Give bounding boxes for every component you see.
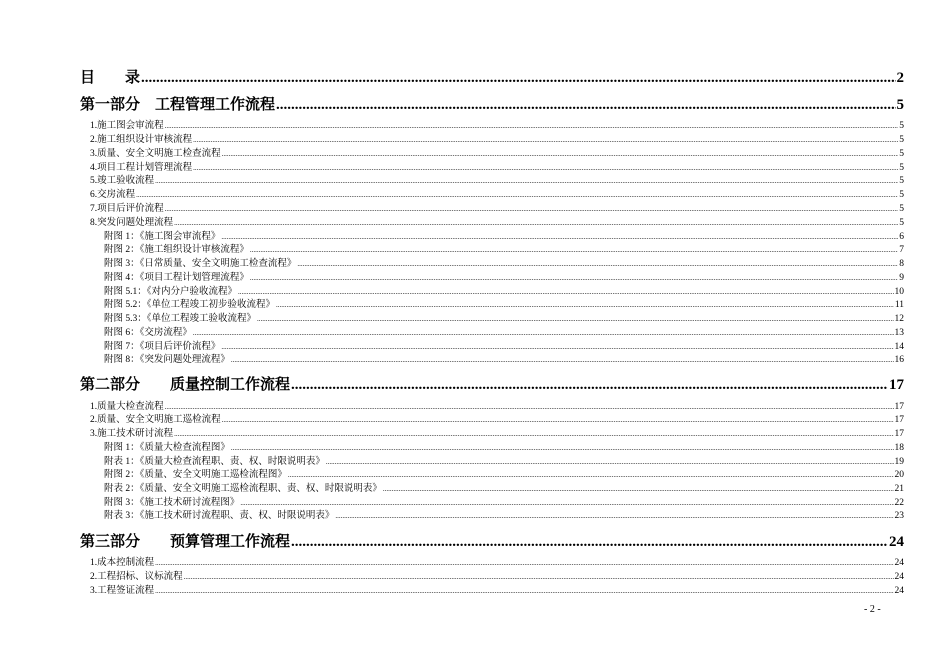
toc-entry-title: 3.工程签证流程 bbox=[90, 586, 155, 596]
dot-leader bbox=[221, 233, 898, 241]
toc-page-number: 24 bbox=[889, 534, 904, 550]
toc-entry-title: 附图 3：《日常质量、安全文明施工检查流程》 bbox=[104, 259, 297, 269]
toc-subentry[interactable] bbox=[80, 494, 904, 508]
dot-leader bbox=[240, 499, 893, 507]
toc-page-number: 5 bbox=[899, 163, 904, 173]
dot-leader bbox=[136, 191, 898, 199]
toc-page-number: 21 bbox=[894, 484, 904, 494]
dot-leader bbox=[184, 573, 894, 581]
toc-entry-title: 1.施工图会审流程 bbox=[90, 121, 164, 131]
dot-leader bbox=[231, 356, 894, 364]
toc-page-number: 17 bbox=[894, 415, 904, 425]
toc-entry-title: 7.项目后评价流程 bbox=[90, 204, 164, 214]
toc-subentry[interactable] bbox=[80, 480, 904, 494]
toc-subentry[interactable] bbox=[80, 269, 904, 283]
toc-entry-title: 附图 5.3：《单位工程竣工验收流程》 bbox=[104, 314, 257, 324]
dot-leader bbox=[165, 122, 899, 130]
toc-entry-title: 附图 8：《突发问题处理流程》 bbox=[104, 355, 230, 365]
toc-page-number: 5 bbox=[896, 97, 904, 113]
toc-page-number: 23 bbox=[894, 511, 904, 521]
toc-entry-title: 附图 7：《项目后评价流程》 bbox=[104, 342, 221, 352]
toc-page-number: 5 bbox=[899, 204, 904, 214]
toc-entry[interactable] bbox=[80, 568, 904, 582]
dot-leader bbox=[257, 315, 893, 323]
toc-subentry[interactable] bbox=[80, 338, 904, 352]
toc-page-number: 7 bbox=[899, 245, 904, 255]
toc-page-number: 17 bbox=[894, 429, 904, 439]
toc-entry-title: 2.施工组织设计审核流程 bbox=[90, 135, 193, 145]
dot-leader bbox=[222, 150, 899, 158]
dot-leader bbox=[165, 403, 894, 411]
dot-leader bbox=[155, 177, 898, 185]
toc-entry[interactable] bbox=[80, 186, 904, 200]
toc-page-number: 24 bbox=[894, 558, 904, 568]
toc-entry-title: 5.竣工验收流程 bbox=[90, 176, 155, 186]
toc-subentry[interactable] bbox=[80, 255, 904, 269]
toc-subentry[interactable] bbox=[80, 296, 904, 310]
dot-leader bbox=[155, 559, 893, 567]
dot-leader bbox=[174, 430, 893, 438]
dot-leader bbox=[222, 416, 894, 424]
toc-page-number: 14 bbox=[894, 342, 904, 352]
dot-leader bbox=[193, 329, 894, 337]
toc-page-number: 18 bbox=[894, 443, 904, 453]
toc-entry-title: 1.质量大检查流程 bbox=[90, 402, 164, 412]
toc-page-number: 5 bbox=[899, 121, 904, 131]
toc-entry-title: 3.施工技术研讨流程 bbox=[90, 429, 174, 439]
toc-entry[interactable] bbox=[80, 554, 904, 568]
toc-entry[interactable] bbox=[80, 117, 904, 131]
toc-subentry[interactable] bbox=[80, 439, 904, 453]
dot-leader bbox=[276, 97, 895, 114]
toc-page-number: 17 bbox=[889, 377, 904, 393]
toc-page-number: 5 bbox=[899, 149, 904, 159]
toc-entry-title: 1.成本控制流程 bbox=[90, 558, 155, 568]
dot-leader bbox=[174, 219, 898, 227]
toc-section-heading[interactable] bbox=[80, 66, 904, 87]
toc-entry-title: 附图 1：《施工图会审流程》 bbox=[104, 232, 221, 242]
dot-leader bbox=[291, 534, 888, 551]
toc-entry-title: 附图 5.1：《对内分户验收流程》 bbox=[104, 287, 238, 297]
toc-entry-title: 附图 3：《施工技术研讨流程图》 bbox=[104, 498, 240, 508]
toc-section-heading[interactable] bbox=[80, 93, 904, 114]
toc-page-number: 12 bbox=[894, 314, 904, 324]
toc-page-number: 10 bbox=[894, 287, 904, 297]
toc-subentry[interactable] bbox=[80, 453, 904, 467]
toc-section-heading[interactable] bbox=[80, 530, 904, 551]
dot-leader bbox=[288, 471, 894, 479]
toc-page-number: 16 bbox=[894, 355, 904, 365]
toc-page-number: 22 bbox=[894, 498, 904, 508]
dot-leader bbox=[221, 343, 893, 351]
toc-section-heading[interactable] bbox=[80, 373, 904, 394]
toc-entry[interactable] bbox=[80, 398, 904, 412]
dot-leader bbox=[165, 205, 899, 213]
dot-leader bbox=[291, 377, 888, 394]
page-number: - 2 - bbox=[864, 604, 881, 615]
toc-subentry[interactable] bbox=[80, 324, 904, 338]
toc-entry-title: 附图 5.2：《单位工程竣工初步验收流程》 bbox=[104, 300, 276, 310]
toc-page-number: 11 bbox=[894, 300, 904, 310]
toc-entry-title: 第一部分 工程管理工作流程 bbox=[80, 97, 276, 113]
toc-subentry[interactable] bbox=[80, 507, 904, 521]
toc-page-number: 5 bbox=[899, 190, 904, 200]
toc-entry[interactable] bbox=[80, 172, 904, 186]
toc-page-number: 17 bbox=[894, 402, 904, 412]
toc-entry[interactable] bbox=[80, 582, 904, 596]
toc-entry[interactable] bbox=[80, 131, 904, 145]
toc-subentry[interactable] bbox=[80, 310, 904, 324]
toc-entry-title: 4.项目工程计划管理流程 bbox=[90, 163, 193, 173]
toc-entry[interactable] bbox=[80, 159, 904, 173]
toc-entry-title: 附图 2：《质量、安全文明施工巡检流程图》 bbox=[104, 470, 287, 480]
dot-leader bbox=[383, 485, 894, 493]
toc-entry-title: 8.突发问题处理流程 bbox=[90, 218, 174, 228]
toc-subentry[interactable] bbox=[80, 466, 904, 480]
toc-entry-title: 第三部分 预算管理工作流程 bbox=[80, 534, 291, 550]
toc-entry-title: 2.质量、安全文明施工巡检流程 bbox=[90, 415, 221, 425]
toc-entry-title: 3.质量、安全文明施工检查流程 bbox=[90, 149, 221, 159]
toc-page-number: 20 bbox=[894, 470, 904, 480]
toc-page-number: 5 bbox=[899, 135, 904, 145]
toc-entry[interactable] bbox=[80, 425, 904, 439]
dot-leader bbox=[193, 164, 898, 172]
dot-leader bbox=[238, 288, 893, 296]
toc-entry[interactable] bbox=[80, 214, 904, 228]
toc-entry-title: 附表 1：《质量大检查流程职、责、权、时限说明表》 bbox=[104, 457, 325, 467]
toc-page-number: 6 bbox=[899, 232, 904, 242]
toc-subentry[interactable] bbox=[80, 228, 904, 242]
dot-leader bbox=[193, 136, 898, 144]
toc-entry-title: 附图 1：《质量大检查流程图》 bbox=[104, 443, 230, 453]
dot-leader bbox=[141, 70, 895, 87]
dot-leader bbox=[231, 444, 894, 452]
toc-entry-title: 附表 3：《施工技术研讨流程职、责、权、时限说明表》 bbox=[104, 511, 335, 521]
toc-entry[interactable] bbox=[80, 200, 904, 214]
toc-page-number: 5 bbox=[899, 176, 904, 186]
dot-leader bbox=[250, 246, 898, 254]
toc-page-number: 24 bbox=[894, 572, 904, 582]
toc-page-number: 5 bbox=[899, 218, 904, 228]
dot-leader bbox=[335, 512, 893, 520]
toc-entry-title: 附表 2：《质量、安全文明施工巡检流程职、责、权、时限说明表》 bbox=[104, 484, 382, 494]
dot-leader bbox=[326, 458, 894, 466]
toc-entry-title: 6.交房流程 bbox=[90, 190, 136, 200]
dot-leader bbox=[297, 260, 898, 268]
toc-subentry[interactable] bbox=[80, 351, 904, 365]
toc-entry-title: 附图 4：《项目工程计划管理流程》 bbox=[104, 273, 249, 283]
toc-entry-title: 附图 6：《交房流程》 bbox=[104, 328, 192, 338]
toc-entry-title: 附图 2：《施工组织设计审核流程》 bbox=[104, 245, 249, 255]
toc-entry[interactable] bbox=[80, 145, 904, 159]
toc-page-number: 8 bbox=[899, 259, 904, 269]
toc-entry-title: 2.工程招标、议标流程 bbox=[90, 572, 183, 582]
toc-entry[interactable] bbox=[80, 411, 904, 425]
toc-page-number: 2 bbox=[896, 70, 904, 86]
toc-page-number: 24 bbox=[894, 586, 904, 596]
toc-entry-title: 第二部分 质量控制工作流程 bbox=[80, 377, 291, 393]
toc-subentry[interactable] bbox=[80, 283, 904, 297]
dot-leader bbox=[250, 274, 898, 282]
dot-leader bbox=[276, 301, 894, 309]
toc-subentry[interactable] bbox=[80, 241, 904, 255]
toc-page-number: 13 bbox=[894, 328, 904, 338]
dot-leader bbox=[155, 587, 893, 595]
toc-entry-title: 目 录 bbox=[80, 70, 141, 86]
toc-page-number: 19 bbox=[894, 457, 904, 467]
toc-page-number: 9 bbox=[899, 273, 904, 283]
